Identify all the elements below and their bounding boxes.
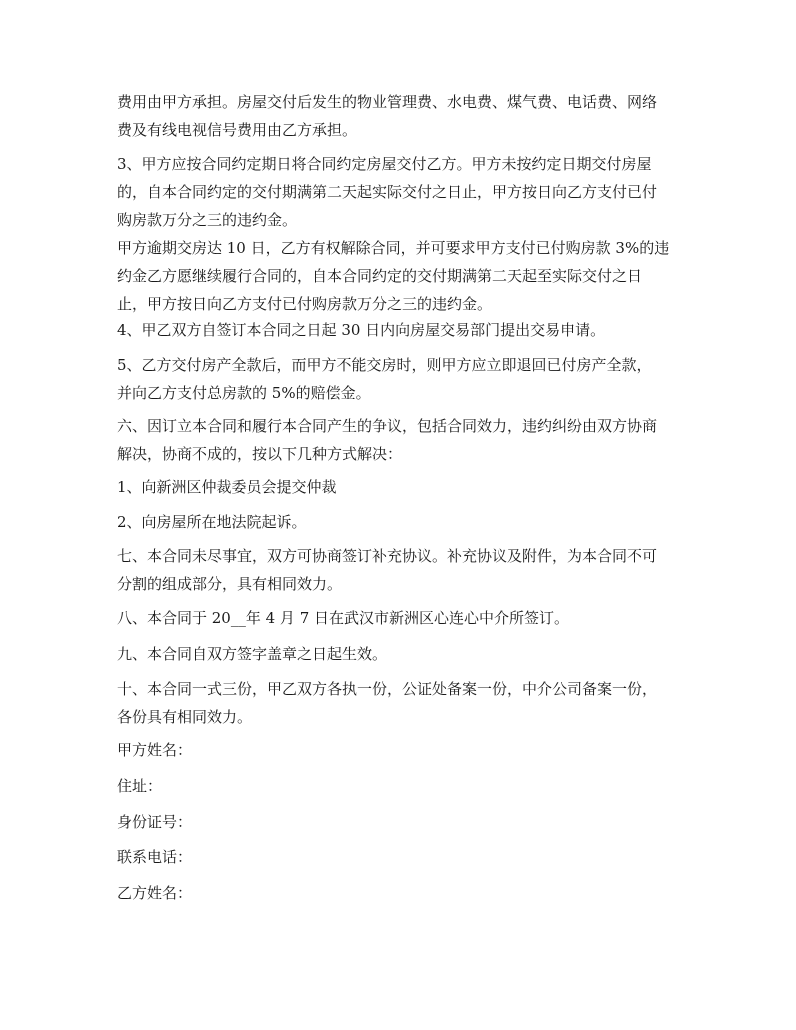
address-field [117,772,687,800]
clause-9-effective [117,640,687,668]
clause-overdue-delivery [117,234,687,318]
text-line: 1、向新洲区仲裁委员会提交仲裁 [117,478,337,496]
text-line: 3、甲方应按合同约定期日将合同约定房屋交付乙方。甲方未按约定日期交付房屋 [117,155,652,173]
text-line: 各份具有相同效力。 [117,708,253,726]
text-line: 九、本合同自双方签字盖章之日起生效。 [117,645,388,663]
text-line: 5、乙方交付房产全款后，而甲方不能交房时，则甲方应立即退回已付房产全款， [117,356,652,374]
clause-6-dispute [117,412,687,468]
text-line: 十、本合同一式三份，甲乙双方各执一份，公证处备案一份，中介公司备案一份， [117,680,658,698]
text-line: 约金乙方愿继续履行合同的，自本合同约定的交付期满第二天起至实际交付之日 [117,267,643,285]
clause-3-delivery [117,150,687,234]
id-number-field [117,808,687,836]
text-line: 住址： [117,777,163,795]
text-line: 乙方姓名： [117,884,193,902]
text-line: 费用由甲方承担。房屋交付后发生的物业管理费、水电费、煤气费、电话费、网络 [117,93,658,111]
text-line: 分割的组成部分，具有相同效力。 [117,575,343,593]
text-line: 并向乙方支付总房款的 5%的赔偿金。 [117,384,371,402]
text-line: 联系电话： [117,848,193,866]
text-line: 八、本合同于 20__年 4 月 7 日在武汉市新洲区心连心中介所签订。 [117,609,570,627]
text-line: 4、甲乙双方自签订本合同之日起 30 日内向房屋交易部门提出交易申请。 [117,321,606,339]
text-line: 解决，协商不成的，按以下几种方式解决： [117,445,403,463]
text-line: 身份证号： [117,813,193,831]
clause-10-copies [117,675,687,731]
party-b-name-field [117,879,687,907]
text-line: 的，自本合同约定的交付期满第二天起实际交付之日止，甲方按日向乙方支付已付 [117,183,658,201]
clause-fee-responsibility [117,88,687,144]
text-line: 六、因订立本合同和履行本合同产生的争议，包括合同效力，违约纠纷由双方协商 [117,417,658,435]
clause-8-signing [117,604,687,632]
text-line: 2、向房屋所在地法院起诉。 [117,513,307,531]
clause-7-supplement [117,542,687,598]
clause-4-application [117,316,687,344]
phone-field [117,843,687,871]
text-line: 甲方姓名： [117,741,193,759]
text-line: 止，甲方按日向乙方支付已付购房款万分之三的违约金。 [117,295,493,313]
text-line: 购房款万分之三的违约金。 [117,211,298,229]
clause-5-refund [117,351,687,407]
text-line: 费及有线电视信号费用由乙方承担。 [117,121,358,139]
text-line: 甲方逾期交房达 10 日，乙方有权解除合同，并可要求甲方支付已付购房款 3%的违 [117,239,670,257]
text-line: 七、本合同未尽事宜，双方可协商签订补充协议。补充协议及附件，为本合同不可 [117,547,658,565]
dispute-option-court [117,508,687,536]
dispute-option-arbitration [117,473,687,501]
party-a-name-field [117,736,687,764]
